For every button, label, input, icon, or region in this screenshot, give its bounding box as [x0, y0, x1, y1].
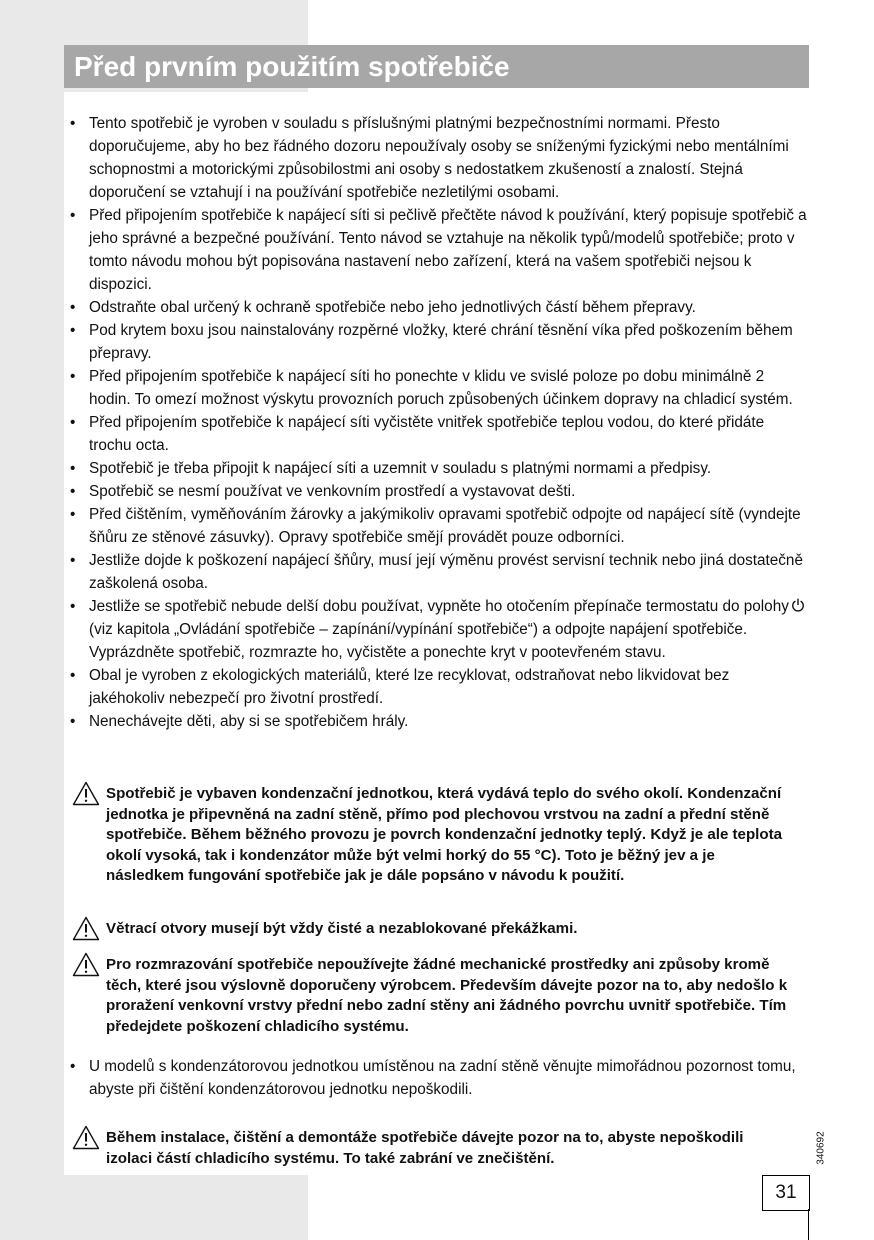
list-item: • Před připojením spotřebiče k napájecí síti si pečlivě přečtěte návod k používání, který popisuje spotřebič a jeho správné a bezpečné používání. Tento návod se vztahuje na několik typů/modelů spotřebiče; proto v tomto návodu mohou být popisována nastavení nebo zařízení, která na vašem spotřebiči nejsou k dispozici.	[68, 204, 808, 296]
list-item: • Před čištěním, vyměňováním žárovky a jakýmikoliv opravami spotřebič odpojte od napájecí sítě (vyndejte šňůru ze stěnové zásuvky). Opravy spotřebiče smějí provádět pouze odborníci.	[68, 503, 808, 549]
warning-triangle-icon	[72, 952, 100, 977]
warning-insulation	[72, 1128, 792, 1169]
power-icon	[791, 598, 805, 612]
title-bar	[64, 45, 809, 88]
thermostat-text-after: (viz kapitola „Ovládání spotřebiče – zapínání/vypínání spotřebiče“) a odpojte napájení spotřebiče. Vyprázdněte spotřebič, rozmrazte ho, vyčistěte a ponechte kryt v pootevřeném stavu.	[89, 621, 748, 661]
warning-defrosting	[72, 955, 792, 1037]
warning-vents	[72, 919, 792, 940]
warning-triangle-icon	[72, 1125, 100, 1150]
list-item: • Nenechávejte děti, aby si se spotřebičem hrály.	[68, 710, 808, 733]
document-code	[813, 1128, 829, 1168]
warning-text: Větrací otvory musejí být vždy čisté a nezablokované překážkami.	[106, 920, 578, 937]
warning-condenser-heat	[72, 784, 792, 887]
list-item: • Pod krytem boxu jsou nainstalovány rozpěrné vložky, které chrání těsnění víka před poškozením během přepravy.	[68, 319, 808, 365]
list-item: • Spotřebič je třeba připojit k napájecí síti a uzemnit v souladu s platnými normami a předpisy.	[68, 457, 808, 480]
list-item: • Obal je vyroben z ekologických materiálů, které lze recyklovat, odstraňovat nebo likvidovat bez jakéhokoliv nebezpečí pro životní prostředí.	[68, 664, 808, 710]
warning-text: Během instalace, čištění a demontáže spotřebiče dávejte pozor na to, abyste nepoškodili izolaci částí chladicího systému. To také zabrání ve znečištění.	[106, 1129, 744, 1167]
thermostat-text-before: Jestliže se spotřebič nebude delší dobu používat, vypněte ho otočením přepínače termostatu do polohy	[89, 598, 789, 615]
warning-text: Pro rozmrazování spotřebiče nepoužívejte žádné mechanické prostředky ani způsoby kromě těch, které jsou výslovně doporučeny výrobcem. Především dávejte pozor na to, aby nedošlo k proražení venkovní vrstvy přední nebo zadní stěny ani žádného povrchu uvnitř spotřebiče. Tím předejdete poškození chladicího systému.	[106, 956, 788, 1035]
warning-text: Spotřebič je vybaven kondenzační jednotkou, která vydává teplo do svého okolí. Kondenzační jednotka je připevněná na zadní stěně, přímo pod plechovou vrstvou na zadní a přední stěně spotřebiče. Během běžného provozu je povrch kondenzační jednotky teplý. Když je ale teplota okolí vysoká, tak i kondenzátor může být velmi horký do 55 °C). Toto je běžný jev a je následkem fungování spotřebiče jak je dále popsáno v návodu k použití.	[106, 785, 783, 884]
list-item: • Před připojením spotřebiče k napájecí síti vyčistěte vnitřek spotřebiče teplou vodou, do které přidáte trochu octa.	[68, 411, 808, 457]
list-item: • U modelů s kondenzátorovou jednotkou umístěnou na zadní stěně věnujte mimořádnou pozornost tomu, abyste při čištění kondenzátorovou jednotku nepoškodili.	[68, 1055, 808, 1101]
page-title: Před prvním použitím spotřebiče	[74, 51, 510, 82]
safety-bullet-list	[68, 112, 808, 733]
list-item: • Spotřebič se nesmí používat ve venkovním prostředí a vystavovat dešti.	[68, 480, 808, 503]
list-item: • Jestliže dojde k poškození napájecí šňůry, musí její výměnu provést servisní technik nebo jiná dostatečně zaškolená osoba.	[68, 549, 808, 595]
condenser-bullet-list	[68, 1055, 808, 1101]
list-item: • Před připojením spotřebiče k napájecí síti ho ponechte v klidu ve svislé poloze po dobu minimálně 2 hodin. To omezí možnost výskytu provozních poruch způsobených účinkem dopravy na chladicí systém.	[68, 365, 808, 411]
list-item-thermostat	[68, 595, 808, 664]
warning-triangle-icon	[72, 916, 100, 941]
page-number: 31	[762, 1175, 810, 1211]
page-divider-line	[808, 1209, 809, 1240]
document-code-text: 340692	[815, 1131, 827, 1165]
warning-triangle-icon	[72, 781, 100, 806]
list-item: • Odstraňte obal určený k ochraně spotřebiče nebo jeho jednotlivých částí během přepravy.	[68, 296, 808, 319]
list-item: • Tento spotřebič je vyroben v souladu s příslušnými platnými bezpečnostními normami. Přesto doporučujeme, aby ho bez řádného dozoru nepoužívaly osoby se sníženými fyzickými nebo mentálními schopnostmi a motorickými způsobilostmi ani osoby s nedostatkem zkušeností a znalostí. Stejná doporučení se vztahují i na používání spotřebiče nezletilými osobami.	[68, 112, 808, 204]
